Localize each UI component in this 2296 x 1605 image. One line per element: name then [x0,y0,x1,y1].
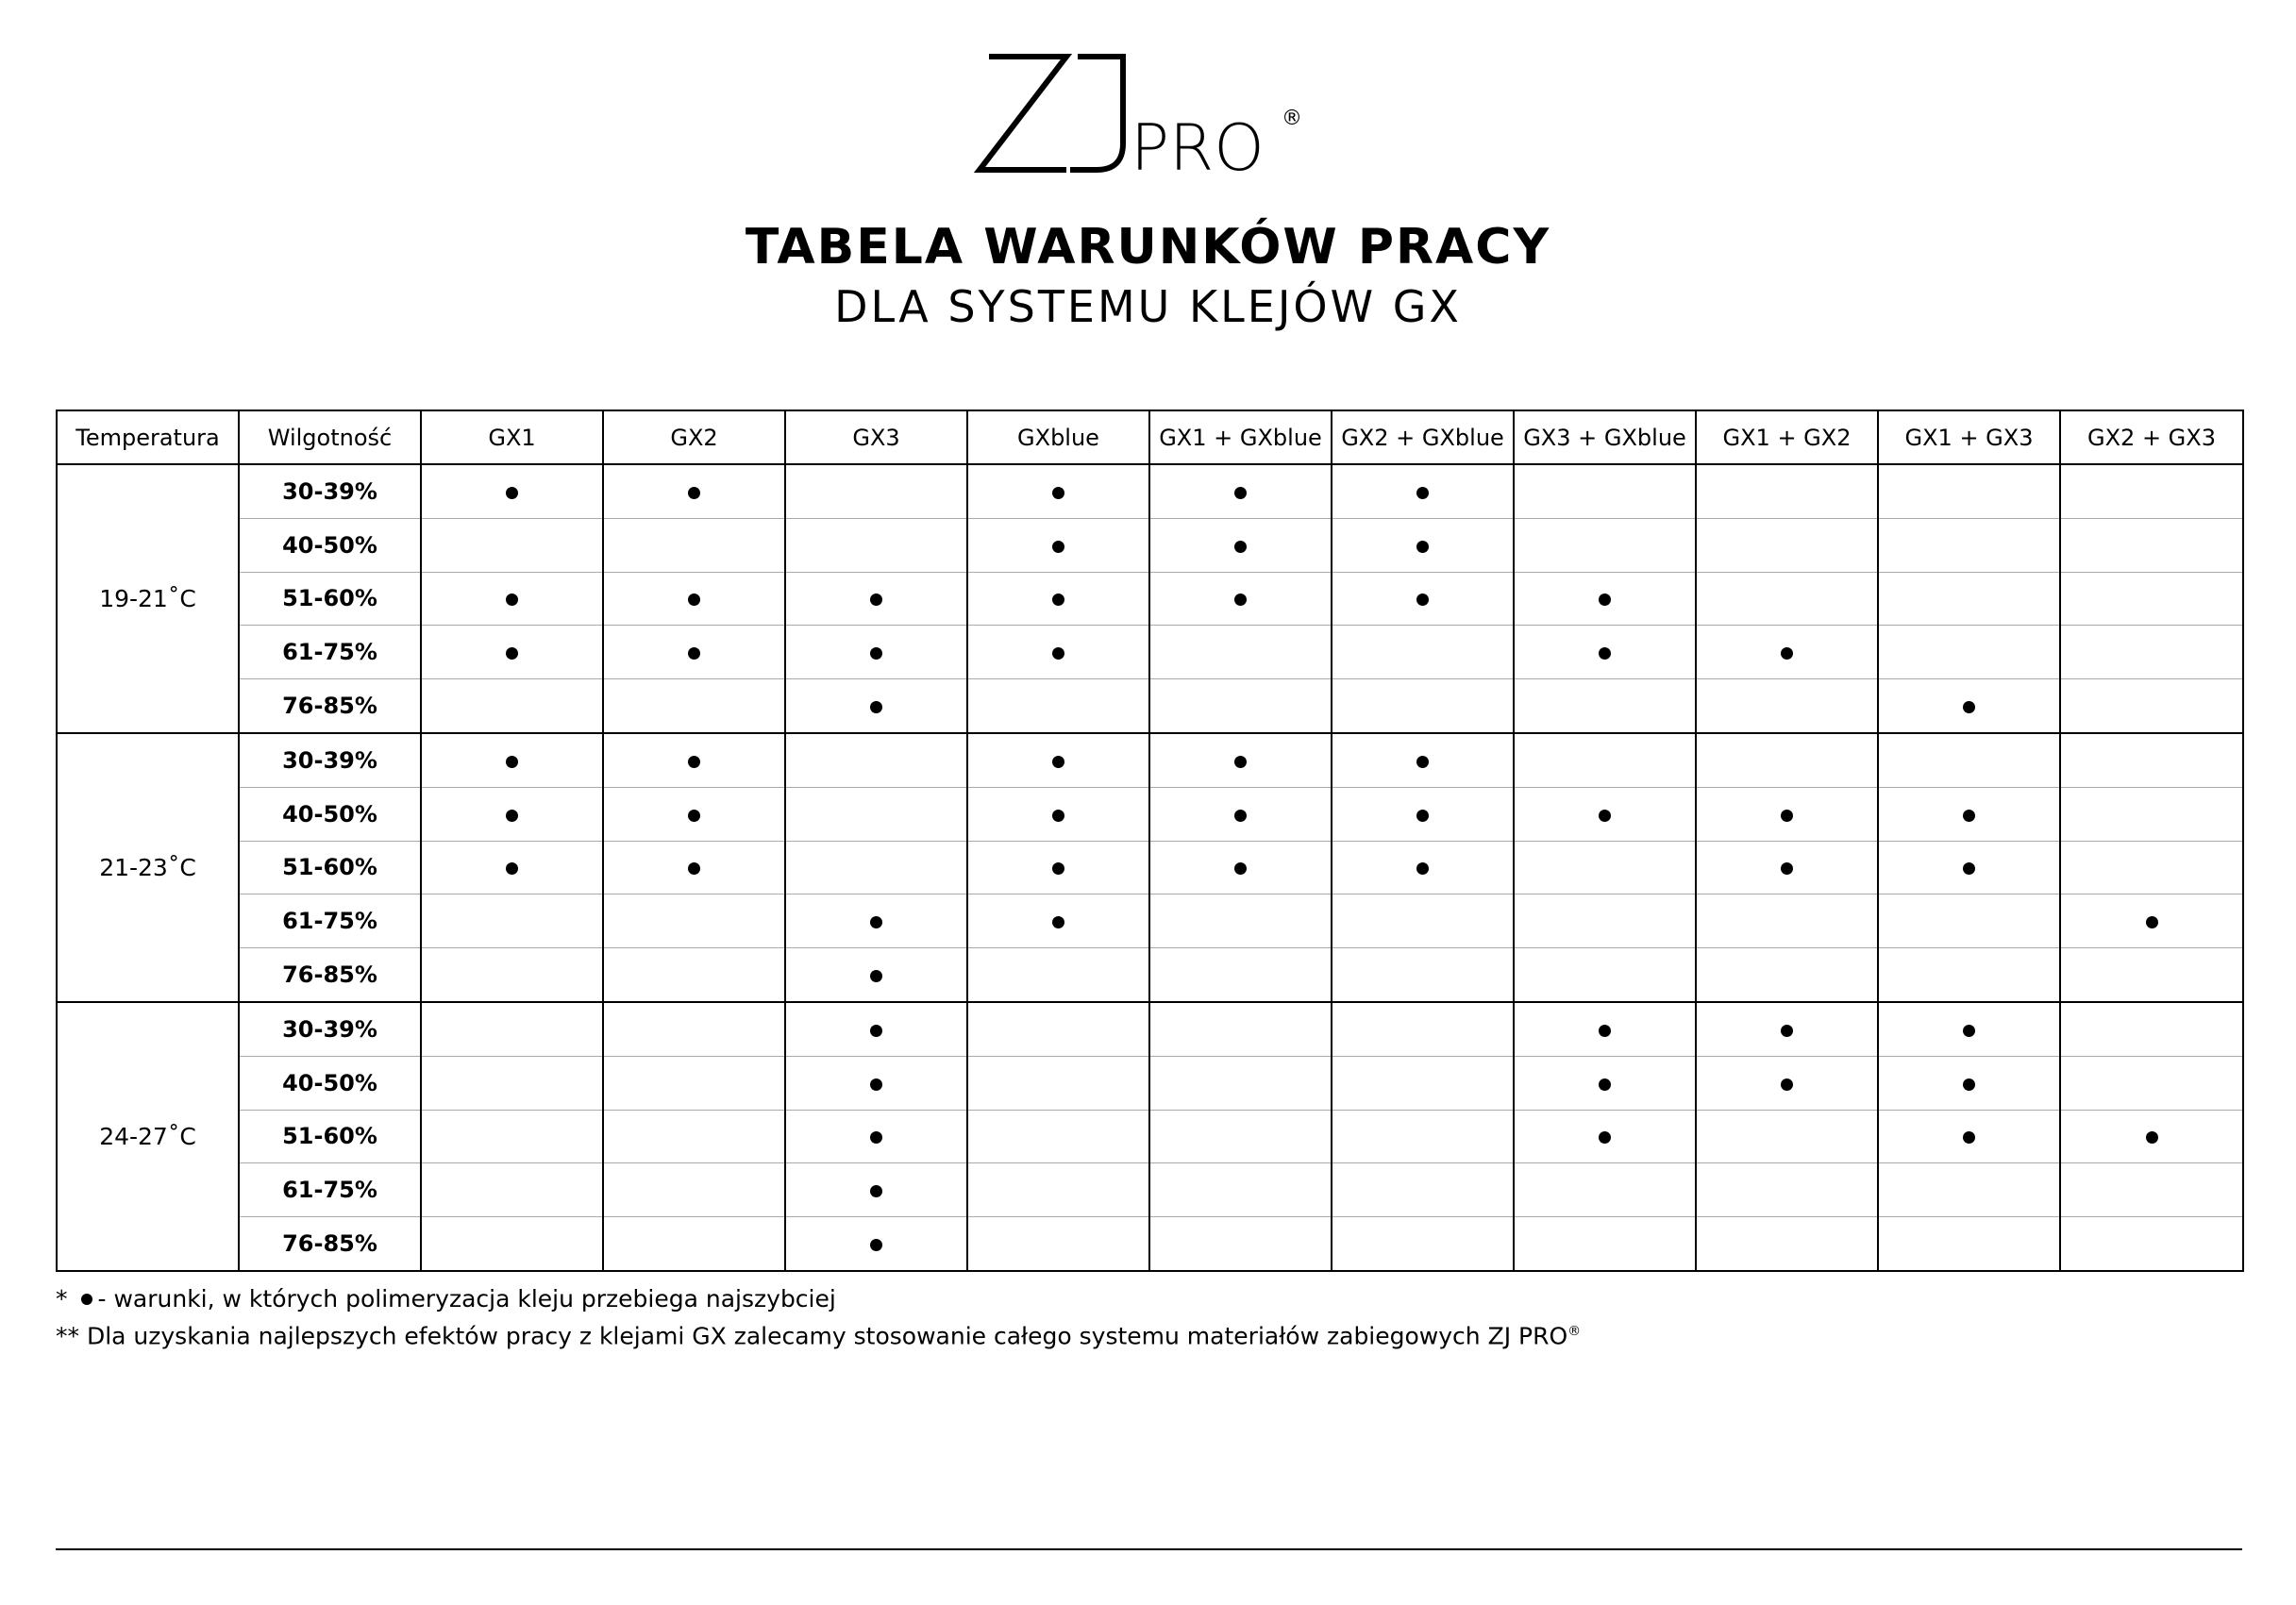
dot-icon [506,594,518,606]
mark-cell [785,1002,967,1056]
mark-cell [421,894,603,948]
mark-cell [1332,518,1514,572]
dot-icon [1599,1025,1611,1037]
table-row [57,1056,2243,1110]
mark-cell [785,1056,967,1110]
mark-cell [1149,733,1332,787]
mark-cell [2060,733,2243,787]
mark-cell [967,464,1149,518]
dot-icon [870,594,882,606]
header-gx3: GX3 [785,410,967,464]
mark-cell [1696,948,1878,1002]
mark-cell [1514,787,1696,841]
footnote-1-text: - warunki, w których polimeryzacja kleju przebiega najszybciej [97,1285,836,1312]
mark-cell [1878,626,2060,679]
footnote-2-registered-mark: ® [1567,1324,1582,1339]
conditions-table [56,410,2244,1272]
dot-icon [1052,647,1064,660]
mark-cell [1149,948,1332,1002]
mark-cell [1696,1110,1878,1163]
table-row [57,518,2243,572]
table-header-row [57,410,2243,464]
dot-icon [870,701,882,713]
mark-cell [1878,841,2060,894]
mark-cell [1332,733,1514,787]
mark-cell [1149,626,1332,679]
mark-cell [1514,572,1696,626]
mark-cell [785,733,967,787]
mark-cell [1332,787,1514,841]
mark-cell [603,948,785,1002]
table-row [57,894,2243,948]
dot-icon [1052,862,1064,875]
mark-cell [967,1002,1149,1056]
mark-cell [1514,1163,1696,1217]
mark-cell [967,1110,1149,1163]
mark-cell [1696,733,1878,787]
mark-cell [2060,1056,2243,1110]
dot-icon [1599,1078,1611,1091]
dot-icon [1963,1025,1975,1037]
mark-cell [1878,948,2060,1002]
dot-icon [1234,862,1247,875]
mark-cell [1696,787,1878,841]
dot-icon [506,756,518,768]
dot-icon [1416,487,1429,499]
dot-icon [1052,810,1064,822]
humidity-cell: 40-50% [239,518,421,572]
mark-cell [785,464,967,518]
mark-cell [1149,464,1332,518]
mark-cell [1878,518,2060,572]
dot-icon [1599,647,1611,660]
dot-icon [1781,1078,1793,1091]
mark-cell [603,626,785,679]
mark-cell [785,948,967,1002]
humidity-cell: 61-75% [239,626,421,679]
footnote-2 [56,1315,1581,1352]
dot-icon [1234,594,1247,606]
mark-cell [1696,1056,1878,1110]
table-row [57,787,2243,841]
mark-cell [603,1002,785,1056]
mark-cell [1514,1002,1696,1056]
mark-cell [967,1217,1149,1271]
mark-cell [421,787,603,841]
mark-cell [603,894,785,948]
dot-icon [870,1185,882,1197]
dot-icon [870,647,882,660]
mark-cell [1514,894,1696,948]
mark-cell [967,894,1149,948]
mark-cell [967,518,1149,572]
mark-cell [967,1163,1149,1217]
mark-cell [785,787,967,841]
dot-icon [1963,862,1975,875]
mark-cell [785,679,967,733]
mark-cell [603,1110,785,1163]
dot-icon [1052,594,1064,606]
mark-cell [1332,894,1514,948]
mark-cell [2060,1110,2243,1163]
mark-cell [1878,894,2060,948]
logo-pro-text: PRO [1131,111,1265,181]
mark-cell [1878,572,2060,626]
mark-cell [1149,787,1332,841]
dot-icon [1052,541,1064,553]
mark-cell [785,1110,967,1163]
dot-icon [870,970,882,982]
dot-icon [870,1078,882,1091]
humidity-cell: 51-60% [239,1110,421,1163]
dot-icon [688,756,700,768]
humidity-cell: 76-85% [239,679,421,733]
mark-cell [1332,841,1514,894]
mark-cell [785,1163,967,1217]
mark-cell [603,1217,785,1271]
dot-icon [1963,701,1975,713]
dot-icon [1234,487,1247,499]
mark-cell [785,841,967,894]
table-row [57,1002,2243,1056]
humidity-cell: 61-75% [239,894,421,948]
dot-icon [2146,916,2158,928]
table-row [57,1163,2243,1217]
mark-cell [421,572,603,626]
mark-cell [2060,1002,2243,1056]
dot-icon [1599,594,1611,606]
mark-cell [421,1002,603,1056]
humidity-cell: 61-75% [239,1163,421,1217]
mark-cell [1878,1110,2060,1163]
mark-cell [2060,894,2243,948]
mark-cell [421,626,603,679]
table-body [57,464,2243,1271]
header-gx1-gxblue: GX1 + GXblue [1149,410,1332,464]
mark-cell [421,1110,603,1163]
table-row [57,733,2243,787]
temperature-cell: 24-27˚C [57,1002,239,1271]
header-gx1-gx2: GX1 + GX2 [1696,410,1878,464]
brand-logo [972,49,1368,181]
humidity-cell: 40-50% [239,787,421,841]
mark-cell [2060,464,2243,518]
dot-icon [1963,1078,1975,1091]
mark-cell [785,894,967,948]
dot-icon [1781,810,1793,822]
table-row [57,1217,2243,1271]
dot-icon [1599,1131,1611,1144]
mark-cell [1149,1217,1332,1271]
mark-cell [2060,1217,2243,1271]
mark-cell [1514,679,1696,733]
mark-cell [1514,626,1696,679]
table-row [57,464,2243,518]
footnote-1 [56,1283,1581,1315]
dot-icon [506,487,518,499]
mark-cell [421,679,603,733]
mark-cell [603,572,785,626]
table-row [57,572,2243,626]
mark-cell [1149,1056,1332,1110]
bottom-divider [56,1548,2242,1550]
dot-icon [870,1131,882,1144]
mark-cell [603,787,785,841]
logo-registered-mark: ® [1282,107,1302,130]
mark-cell [1878,733,2060,787]
mark-cell [2060,679,2243,733]
dot-icon [870,1025,882,1037]
mark-cell [603,518,785,572]
dot-icon [1781,1025,1793,1037]
header-temperature: Temperatura [57,410,239,464]
footnote-1-asterisk: * [56,1285,68,1312]
dot-icon [506,810,518,822]
mark-cell [1696,841,1878,894]
dot-icon [1963,1131,1975,1144]
mark-cell [1332,1110,1514,1163]
page-subtitle: DLA SYSTEMU KLEJÓW GX [834,281,1462,332]
header-gxblue: GXblue [967,410,1149,464]
mark-cell [1514,1056,1696,1110]
mark-cell [1514,464,1696,518]
humidity-cell: 76-85% [239,1217,421,1271]
dot-icon [870,916,882,928]
humidity-cell: 51-60% [239,841,421,894]
mark-cell [967,572,1149,626]
dot-icon [1416,862,1429,875]
mark-cell [1878,787,2060,841]
header-gx2: GX2 [603,410,785,464]
mark-cell [1696,464,1878,518]
mark-cell [1878,1217,2060,1271]
mark-cell [1149,572,1332,626]
dot-icon [506,862,518,875]
mark-cell [967,626,1149,679]
header-gx2-gx3: GX2 + GX3 [2060,410,2243,464]
mark-cell [1878,1163,2060,1217]
temperature-cell: 21-23˚C [57,733,239,1002]
dot-icon [1963,810,1975,822]
dot-icon [1599,810,1611,822]
dot-icon [1416,594,1429,606]
dot-icon [1234,541,1247,553]
mark-cell [2060,948,2243,1002]
mark-cell [603,733,785,787]
mark-cell [1696,518,1878,572]
dot-icon [1416,810,1429,822]
mark-cell [2060,841,2243,894]
mark-cell [1514,518,1696,572]
dot-icon [688,862,700,875]
dot-icon [1416,541,1429,553]
mark-cell [1149,1002,1332,1056]
mark-cell [1332,572,1514,626]
humidity-cell: 51-60% [239,572,421,626]
dot-icon [1052,756,1064,768]
mark-cell [1149,1110,1332,1163]
temperature-cell: 19-21˚C [57,464,239,733]
mark-cell [603,841,785,894]
dot-icon [1052,916,1064,928]
table-row [57,841,2243,894]
mark-cell [1332,626,1514,679]
header-gx3-gxblue: GX3 + GXblue [1514,410,1696,464]
dot-icon [1234,810,1247,822]
footnotes [56,1283,1581,1352]
mark-cell [1514,948,1696,1002]
mark-cell [2060,787,2243,841]
mark-cell [421,948,603,1002]
mark-cell [1878,1056,2060,1110]
mark-cell [1149,679,1332,733]
mark-cell [421,464,603,518]
mark-cell [1878,1002,2060,1056]
header-gx1-gx3: GX1 + GX3 [1878,410,2060,464]
mark-cell [2060,1163,2243,1217]
mark-cell [1696,572,1878,626]
zjpro-logo-mark [972,49,1368,181]
humidity-cell: 76-85% [239,948,421,1002]
footnote-2-text: ** Dla uzyskania najlepszych efektów pracy z klejami GX zalecamy stosowanie całego systemu materiałów zabiegowych ZJ PRO [56,1322,1568,1350]
bullet-dot-icon [81,1294,92,1305]
mark-cell [1514,1217,1696,1271]
header-gx2-gxblue: GX2 + GXblue [1332,410,1514,464]
mark-cell [1149,518,1332,572]
mark-cell [421,733,603,787]
dot-icon [1781,647,1793,660]
humidity-cell: 30-39% [239,1002,421,1056]
table-row [57,679,2243,733]
mark-cell [1878,679,2060,733]
mark-cell [421,1217,603,1271]
mark-cell [1332,948,1514,1002]
mark-cell [967,733,1149,787]
mark-cell [967,1056,1149,1110]
mark-cell [1149,894,1332,948]
mark-cell [785,572,967,626]
mark-cell [1149,841,1332,894]
mark-cell [1696,894,1878,948]
mark-cell [967,787,1149,841]
mark-cell [1696,1002,1878,1056]
mark-cell [421,1163,603,1217]
mark-cell [1514,733,1696,787]
mark-cell [1696,679,1878,733]
mark-cell [967,679,1149,733]
mark-cell [1149,1163,1332,1217]
humidity-cell: 40-50% [239,1056,421,1110]
dot-icon [1234,756,1247,768]
mark-cell [785,518,967,572]
header-gx1: GX1 [421,410,603,464]
page-title: TABELA WARUNKÓW PRACY [745,219,1551,276]
mark-cell [1332,464,1514,518]
mark-cell [785,1217,967,1271]
dot-icon [688,810,700,822]
dot-icon [1052,487,1064,499]
dot-icon [1781,862,1793,875]
dot-icon [688,647,700,660]
mark-cell [1878,464,2060,518]
dot-icon [688,594,700,606]
mark-cell [967,841,1149,894]
mark-cell [421,841,603,894]
mark-cell [1332,679,1514,733]
mark-cell [1332,1056,1514,1110]
table-row [57,1110,2243,1163]
humidity-cell: 30-39% [239,464,421,518]
dot-icon [1416,756,1429,768]
mark-cell [603,679,785,733]
mark-cell [2060,626,2243,679]
mark-cell [967,948,1149,1002]
mark-cell [2060,518,2243,572]
mark-cell [603,1056,785,1110]
mark-cell [1332,1217,1514,1271]
table-row [57,626,2243,679]
mark-cell [1696,1163,1878,1217]
mark-cell [1696,626,1878,679]
dot-icon [870,1239,882,1251]
mark-cell [421,1056,603,1110]
dot-icon [506,647,518,660]
mark-cell [1332,1002,1514,1056]
mark-cell [421,518,603,572]
mark-cell [785,626,967,679]
mark-cell [1696,1217,1878,1271]
humidity-cell: 30-39% [239,733,421,787]
header-humidity: Wilgotność [239,410,421,464]
mark-cell [1332,1163,1514,1217]
mark-cell [603,464,785,518]
table-row [57,948,2243,1002]
mark-cell [603,1163,785,1217]
mark-cell [1514,841,1696,894]
mark-cell [1514,1110,1696,1163]
dot-icon [2146,1131,2158,1144]
dot-icon [688,487,700,499]
mark-cell [2060,572,2243,626]
